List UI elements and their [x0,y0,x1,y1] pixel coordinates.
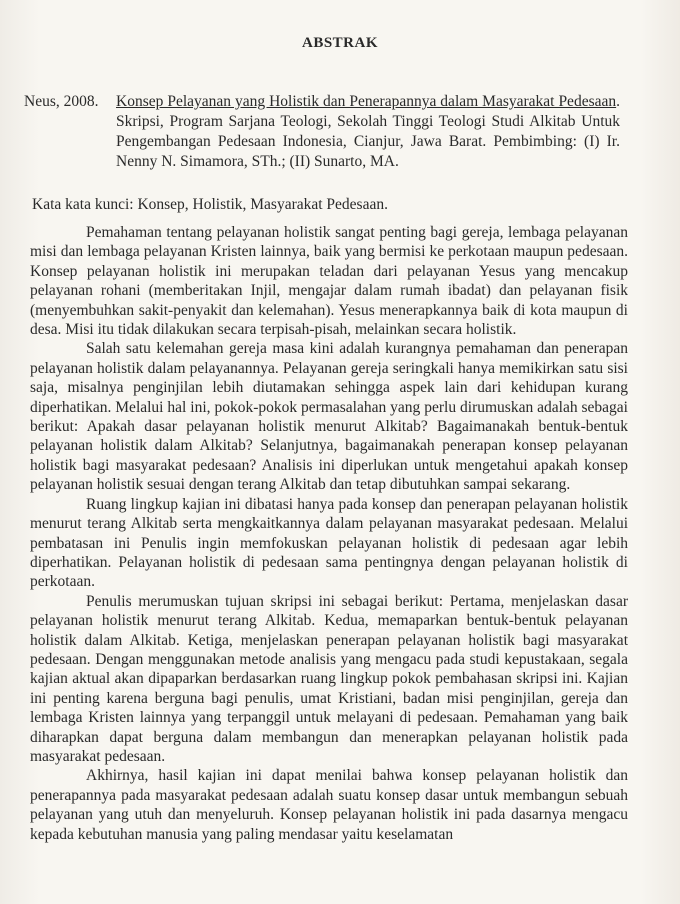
abstract-paragraph-5: Akhirnya, hasil kajian ini dapat menilai bahwa konsep pelayanan holistik dan penerapannya pada masyarakat pedesaan adalah suatu konsep dasar untuk membangun sebuah pelayanan yang utuh dan menyeluruh. Konsep pelayanan holistik ini pada dasarnya mengacu kepada kebutuhan manusia yang paling mendasar yaitu keselamatan [30,767,628,843]
citation-body [116,92,620,172]
page-title: ABSTRAK [301,35,379,51]
abstract-body [30,223,628,844]
abstract-paragraph-2: Salah satu kelemahan gereja masa kini adalah kurangnya pemahaman dan penerapan pelayanan holistik dalam pelayanannya. Pelayanan gereja seringkali hanya memikirkan satu sisi saja, misalnya penginjilan lebih diutamakan sehingga aspek lain dari kehidupan kurang diperhatikan. Melalui hal ini, pokok-pokok permasalahan yang perlu dirumuskan adalah sebagai berikut: Apakah dasar pelayanan holistik menurut Alkitab? Bagaimanakah bentuk-bentuk pelayanan holistik dalam Alkitab? Selanjutnya, bagaimanakah penerapan konsep pelayanan holistik bagi masyarakat pedesaan? Analisis ini diperlukan untuk mengetahui apakah konsep pelayanan holistik sesuai dengan terang Alkitab dan tetap dibutuhkan sampai sekarang. [30,340,628,494]
citation-block [24,92,620,172]
abstract-paragraph-4: Penulis merumuskan tujuan skripsi ini sebagai berikut: Pertama, menjelaskan dasar pelayanan holistik menurut terang Alkitab. Kedua, memaparkan bentuk-bentuk pelayanan holistik dalam Alkitab. Ketiga, menjelaskan penerapan pelayanan holistik bagi masyarakat pedesaan. Dengan menggunakan metode analisis yang mengacu pada studi kepustakaan, segala kajian aktual akan dipaparkan berdasarkan ruang lingkup pokok pembahasan skripsi ini. Kajian ini penting karena berguna bagi penulis, umat Kristiani, badan misi penginjilan, gereja dan lembaga Kristen lainnya yang terpanggil untuk melayani di pedesaan. Pemahaman yang baik diharapkan dapat berguna dalam membangun dan menerapkan pelayanan holistik pada masyarakat pedesaan. [30,592,628,765]
thesis-title: Konsep Pelayanan yang Holistik dan Penerapannya dalam Masyarakat Pedesaan [116,93,617,110]
keywords-line: Kata kata kunci: Konsep, Holistik, Masyarakat Pedesaan. [32,196,388,213]
citation-details: . Skripsi, Program Sarjana Teologi, Sekolah Tinggi Teologi Studi Alkitab Untuk Pengembangan Pedesaan Indonesia, Cianjur, Jawa Barat. Pembimbing: (I) Ir. Nenny N. Simamora, STh.; (II) Sunarto, MA. [116,93,620,170]
abstract-paragraph-1: Pemahaman tentang pelayanan holistik sangat penting bagi gereja, lembaga pelayanan misi dan lembaga pelayanan Kristen lainnya, baik yang bermisi ke perkotaan maupun pedesaan. Konsep pelayanan holistik ini merupakan teladan dari pelayanan Yesus yang mencakup pelayanan rohani (memberitakan Injil, mengajar dalam rumah ibadat) dan pelayanan fisik (menyembuhkan sakit-penyakit dan kelemahan). Yesus menerapkannya baik di kota maupun di desa. Misi itu tidak dilakukan secara terpisah-pisah, melainkan secara holistik. [30,224,628,339]
citation-author-year: Neus, 2008. [24,93,99,110]
abstract-paragraph-3: Ruang lingkup kajian ini dibatasi hanya pada konsep dan penerapan pelayanan holistik menurut terang Alkitab serta mengkaitkannya dalam pelayanan masyarakat pedesaan. Melalui pembatasan ini Penulis ingin memfokuskan pelayanan holistik di pedesaan agar lebih diperhatikan. Pelayanan holistik di pedesaan sama pentingnya dengan pelayanan holistik di perkotaan. [30,495,628,591]
